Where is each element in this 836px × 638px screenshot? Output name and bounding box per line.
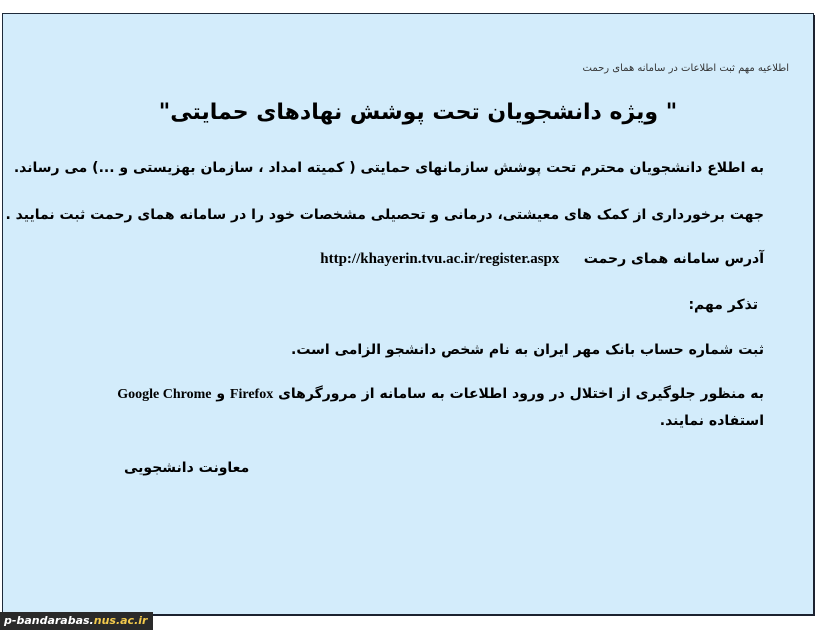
reminder-heading: تذکر مهم:	[688, 297, 758, 313]
firefox-name: Firefox	[229, 387, 274, 402]
watermark-prefix: p-bandarabas.	[4, 614, 94, 627]
site-watermark	[0, 612, 153, 630]
notice-title: " ویژه دانشجویان تحت پوشش نهادهای حمایتی"	[158, 100, 678, 125]
paragraph-browser	[104, 381, 764, 434]
address-line	[320, 251, 764, 268]
address-label: آدرس سامانه همای رحمت	[583, 251, 764, 267]
chrome-name: Google Chrome	[117, 387, 212, 402]
paragraph-intro: به اطلاع دانشجویان محترم تحت پوشش سازمانهای حمایتی ( کمیته امداد ، سازمان بهزیستی و ...) می رساند.	[13, 160, 764, 176]
browser-text-end: استفاده نمایند.	[659, 413, 764, 429]
paragraph-bank-account: ثبت شماره حساب بانک مهر ایران به نام شخص دانشجو الزامی است.	[291, 342, 764, 358]
watermark-accent: nus.ac.ir	[93, 614, 148, 627]
browser-text-start: به منظور جلوگیری از اختلال در ورود اطلاعات به سامانه از مرورگرهای	[273, 386, 764, 402]
signature: معاونت دانشجویی	[124, 460, 250, 476]
address-url-link[interactable]: http://khayerin.tvu.ac.ir/register.aspx	[320, 251, 560, 267]
paragraph-registration: جهت برخورداری از کمک های معیشتی، درمانی و تحصیلی مشخصات خود را در سامانه همای رحمت ثبت نمایید .	[5, 207, 764, 223]
browser-text-and: و	[211, 386, 230, 402]
notice-caption: اطلاعیه مهم ثبت اطلاعات در سامانه همای رحمت	[582, 63, 789, 74]
